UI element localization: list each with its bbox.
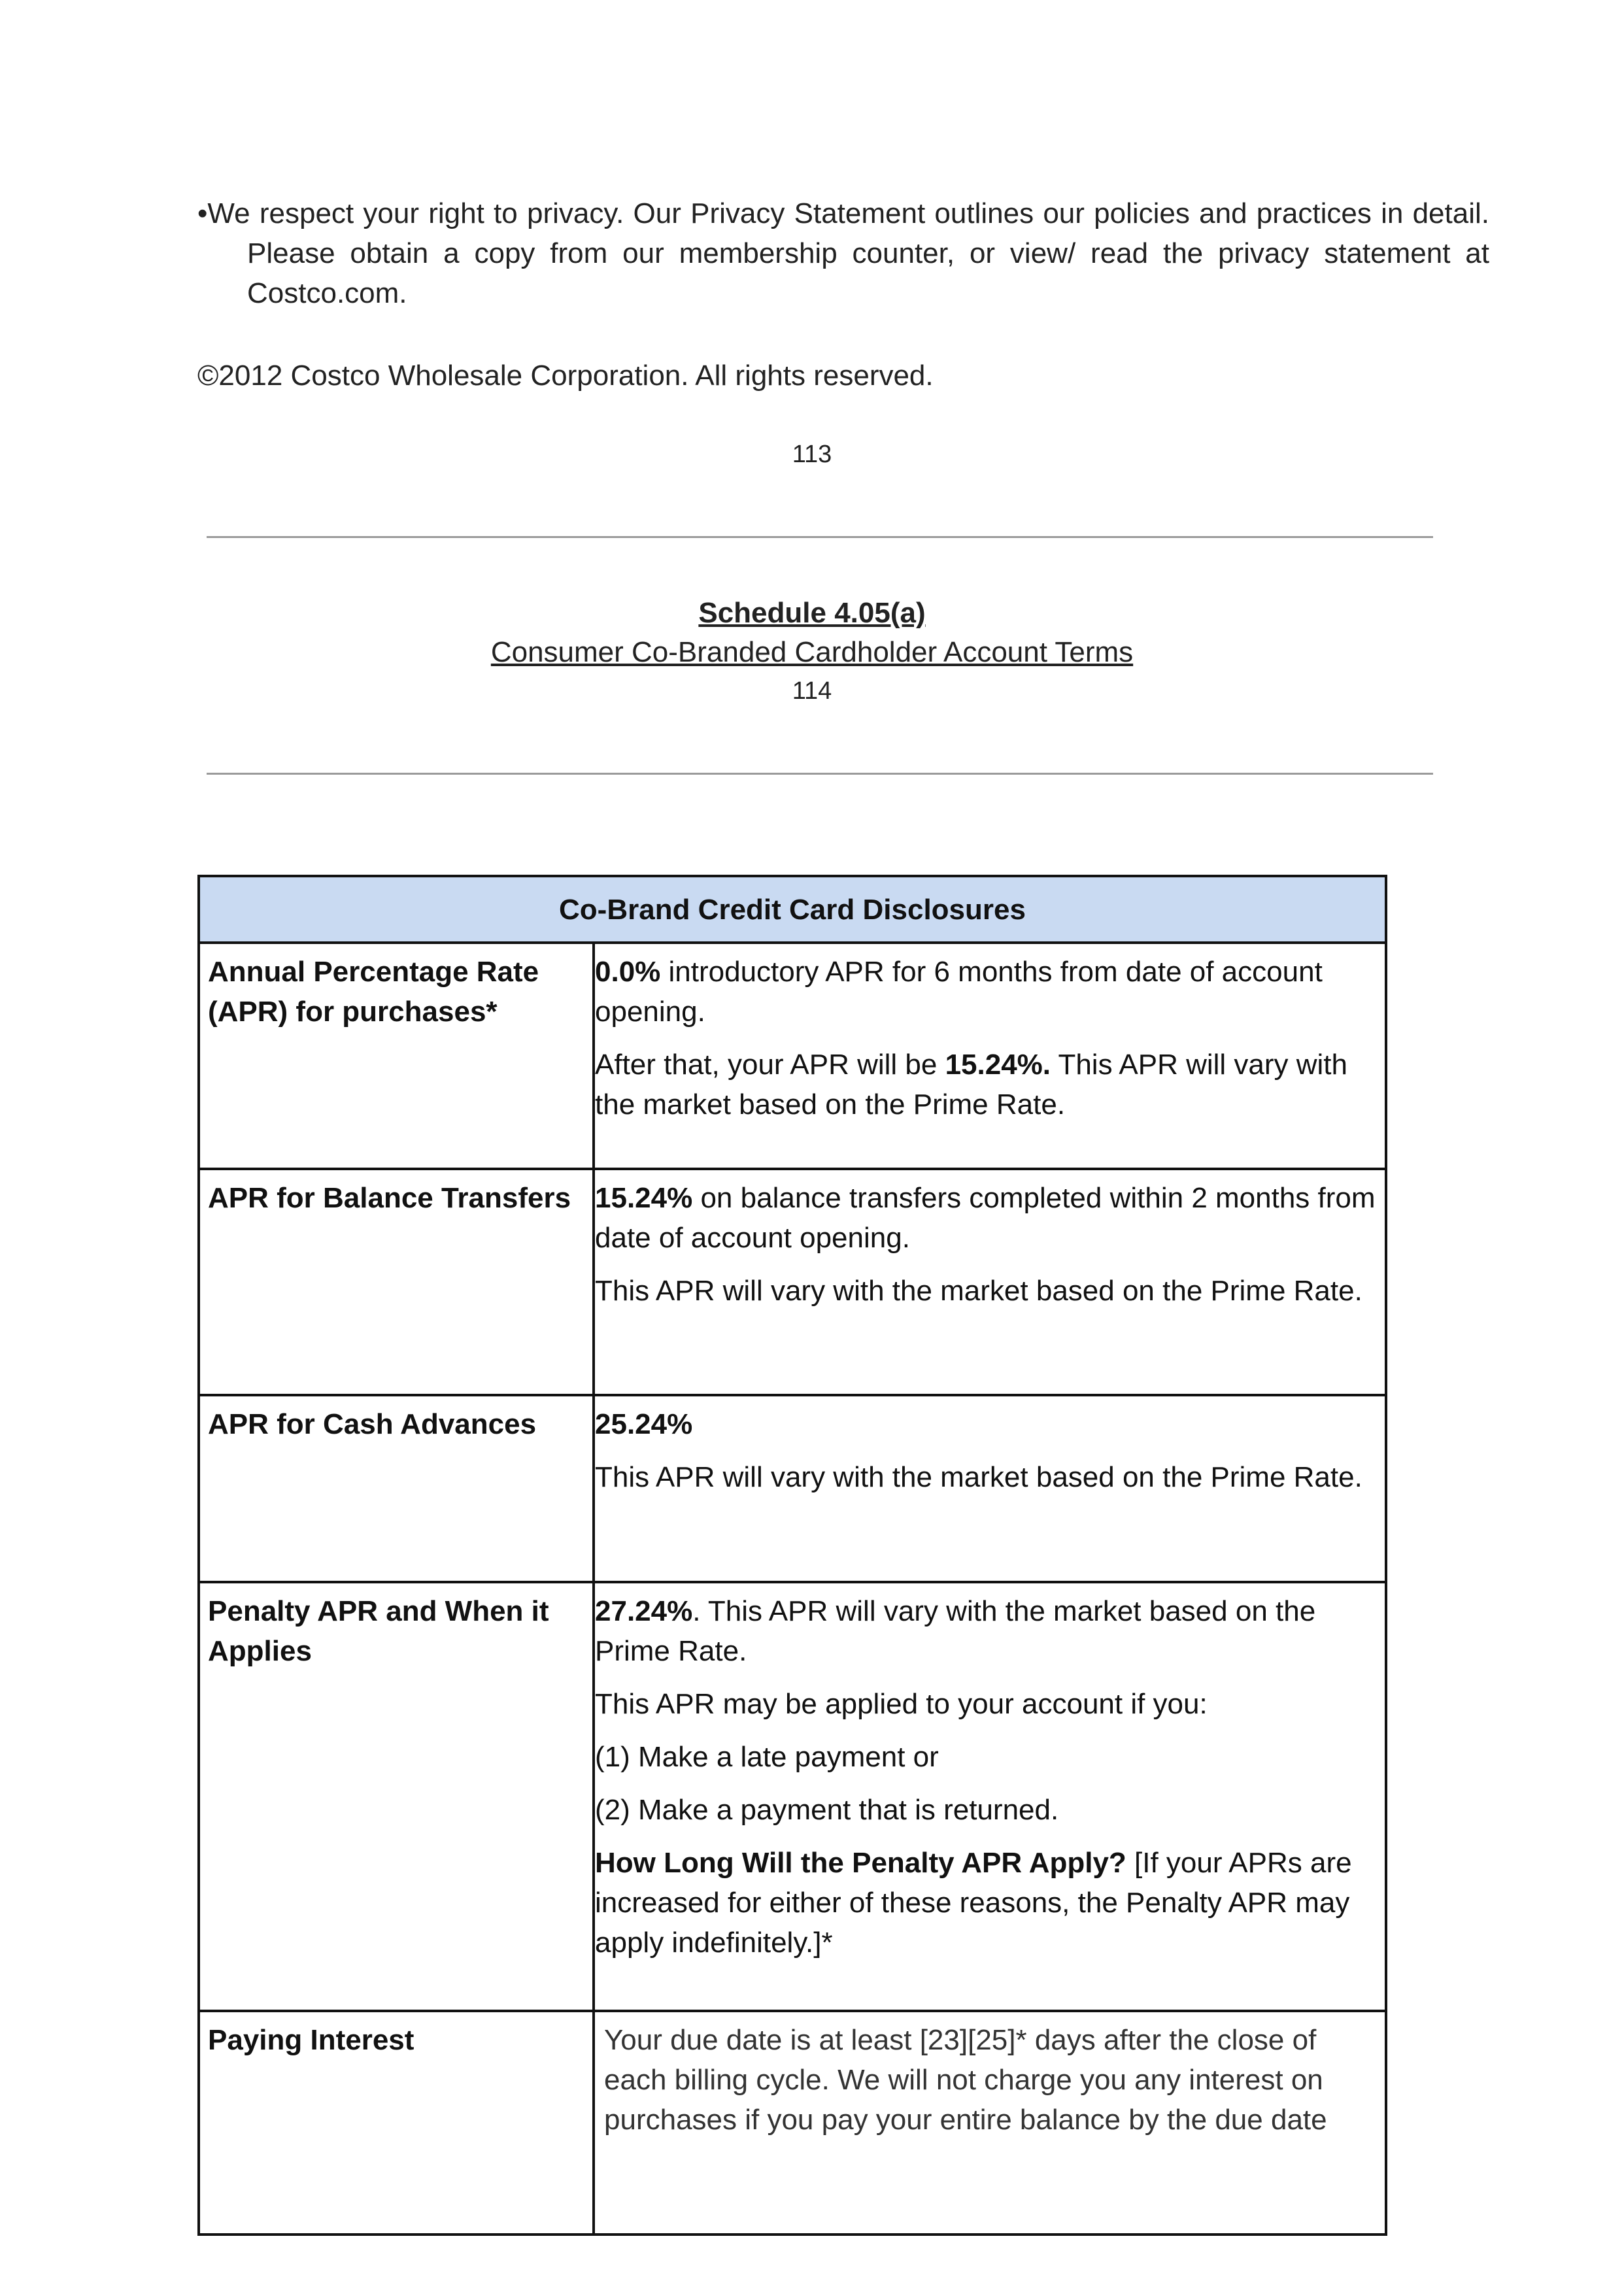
value-text: on balance transfers completed within 2 months from date of account opening. bbox=[595, 1182, 1376, 1254]
privacy-text: We respect your right to privacy. Our Privacy Statement outlines our policies and practices in detail. Please obtain a copy from our membership counter, or view/ read the privacy statement at Costco.com. bbox=[207, 197, 1489, 309]
value-paragraph bbox=[595, 1178, 1379, 1258]
row-label: APR for Cash Advances bbox=[199, 1395, 594, 1582]
row-label: APR for Balance Transfers bbox=[199, 1169, 594, 1395]
value-paragraph bbox=[595, 1591, 1379, 1671]
penalty-question: How Long Will the Penalty APR Apply? bbox=[595, 1847, 1126, 1879]
value-text: This APR will vary with the market based on the Prime Rate. bbox=[595, 1049, 1347, 1121]
rate-value: 15.24% bbox=[595, 1182, 693, 1214]
table-row bbox=[199, 1395, 1386, 1582]
value-paragraph: This APR will vary with the market based on the Prime Rate. bbox=[595, 1461, 1362, 1493]
row-label: Penalty APR and When it Applies bbox=[199, 1582, 594, 2011]
row-value bbox=[594, 943, 1386, 1169]
page-number: 113 bbox=[792, 441, 832, 468]
value-paragraph bbox=[595, 1045, 1379, 1124]
schedule-subtitle: Consumer Co-Branded Cardholder Account Terms bbox=[490, 636, 1134, 668]
rate-value: 27.24% bbox=[595, 1595, 693, 1627]
copyright-notice: ©2012 Costco Wholesale Corporation. All rights reserved. bbox=[197, 360, 934, 392]
value-text: After that, your APR will be bbox=[595, 1049, 945, 1081]
value-text: [If your APRs are increased for either of these reasons, the Penalty APR may apply indefinitely.]* bbox=[595, 1847, 1352, 1959]
rate-value: 15.24%. bbox=[945, 1049, 1051, 1081]
table-row bbox=[199, 1582, 1386, 2011]
table-header: Co-Brand Credit Card Disclosures bbox=[199, 876, 1386, 943]
value-paragraph: (2) Make a payment that is returned. bbox=[595, 1794, 1059, 1826]
value-paragraph bbox=[595, 1843, 1379, 1963]
value-paragraph bbox=[595, 952, 1379, 1032]
table-row bbox=[199, 943, 1386, 1169]
privacy-paragraph bbox=[197, 194, 1489, 313]
row-value bbox=[594, 2011, 1386, 2235]
table-row bbox=[199, 1169, 1386, 1395]
rate-value: 25.24% bbox=[595, 1408, 693, 1440]
value-paragraph: This APR will vary with the market based on the Prime Rate. bbox=[595, 1275, 1362, 1307]
table-row bbox=[199, 2011, 1386, 2235]
row-value bbox=[594, 1582, 1386, 2011]
schedule-title: Schedule 4.05(a) bbox=[698, 597, 926, 629]
disclosures-table bbox=[197, 875, 1387, 2236]
row-label: Paying Interest bbox=[199, 2011, 594, 2235]
bullet-glyph: • bbox=[197, 197, 208, 229]
page-divider bbox=[207, 536, 1433, 538]
page-divider bbox=[207, 773, 1433, 775]
rate-value: 0.0% bbox=[595, 956, 661, 988]
value-text: introductory APR for 6 months from date of account opening. bbox=[595, 956, 1323, 1028]
value-paragraph: Your due date is at least [23][25]* days after the close of each billing cycle. We will not charge you any interest on purchases if you pay your entire balance by the due date bbox=[604, 2024, 1327, 2136]
page-number: 114 bbox=[792, 677, 832, 705]
value-paragraph: (1) Make a late payment or bbox=[595, 1741, 939, 1773]
row-value bbox=[594, 1395, 1386, 1582]
row-value bbox=[594, 1169, 1386, 1395]
value-text: . This APR will vary with the market based on the Prime Rate. bbox=[595, 1595, 1316, 1667]
table-header-row bbox=[199, 876, 1386, 943]
value-paragraph: This APR may be applied to your account if you: bbox=[595, 1688, 1208, 1720]
value-paragraph bbox=[595, 1404, 1379, 1444]
row-label: Annual Percentage Rate (APR) for purchases* bbox=[199, 943, 594, 1169]
